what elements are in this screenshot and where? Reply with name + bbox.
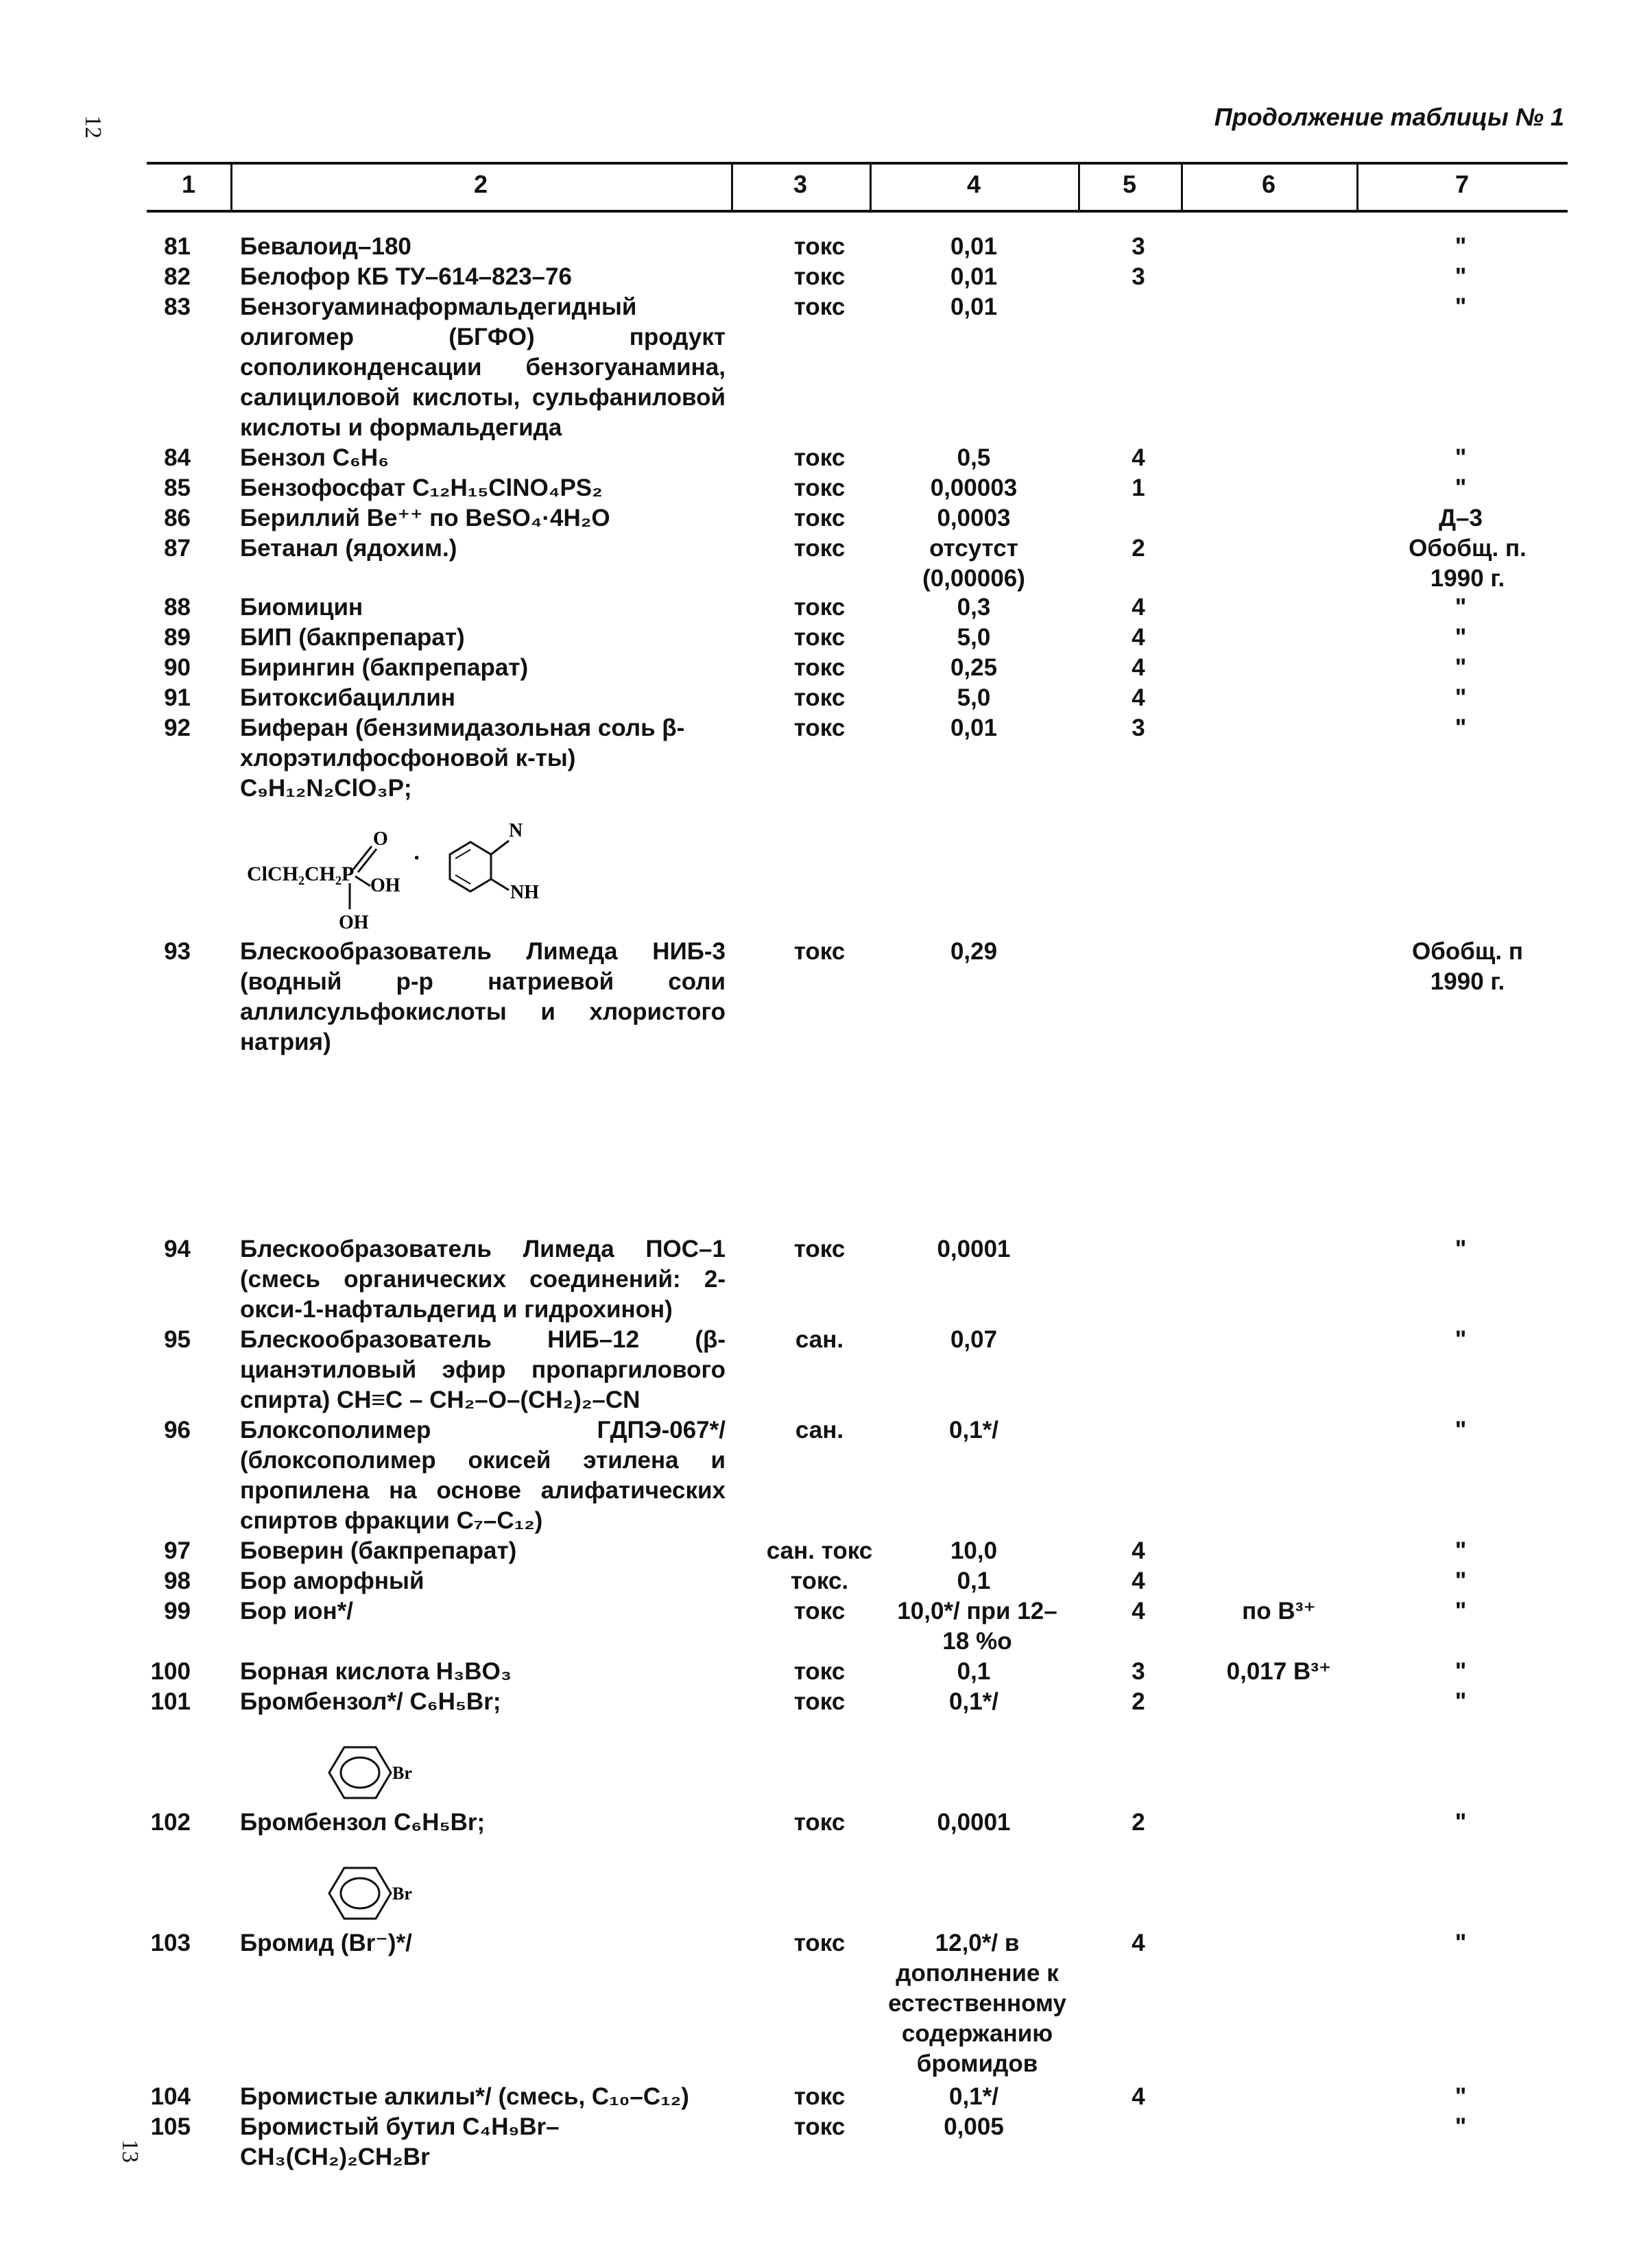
hazard-indicator: сан.	[795, 1326, 844, 1353]
header-col-5: 5	[1122, 170, 1137, 198]
concentration-value: отсутст (0,00006)	[922, 535, 1025, 592]
concentration-value: 12,0*/ в дополнение к естественному содержанию бромидов	[888, 1930, 1066, 2077]
row-number: 84	[164, 444, 191, 471]
hazard-indicator: токс	[793, 1688, 846, 1715]
hazard-class: 4	[1132, 684, 1145, 711]
col6-value: по B³⁺	[1242, 1598, 1316, 1624]
substance-name: Блескообразователь Лимеда ПОС–1 (смесь органических соединений: 2-окси-1-нафтальдегид и гидрохинон)	[240, 1236, 726, 1323]
hazard-indicator: токс	[793, 2083, 846, 2110]
benzene-ring	[329, 1747, 391, 1798]
row-number: 88	[164, 594, 191, 621]
hazard-class: 1	[1132, 475, 1145, 501]
substance-name: Бензофосфат C₁₂H₁₅ClNO₄PS₂	[240, 475, 603, 501]
concentration-value: 0,1*/	[949, 1417, 998, 1443]
ditto-mark: "	[1455, 1688, 1467, 1715]
hazard-class: 3	[1132, 715, 1145, 741]
structure-label: N	[509, 820, 523, 841]
row-number: 91	[164, 684, 191, 711]
substance-name: Бевалоид–180	[240, 233, 411, 260]
row-number: 98	[164, 1568, 191, 1594]
substance-name: Битоксибациллин	[240, 684, 456, 711]
concentration-value: 0,00003	[930, 475, 1018, 501]
hazard-indicator: сан.	[795, 1417, 844, 1443]
hazard-indicator: токс	[793, 594, 846, 621]
structure-label: Br	[392, 1884, 412, 1904]
biferan-structure-svg	[247, 813, 576, 937]
hazard-class: 2	[1132, 1688, 1145, 1715]
concentration-value: 0,0001	[937, 1236, 1011, 1262]
row-number: 101	[150, 1688, 191, 1715]
substance-name: Бромид (Br⁻)*/	[240, 1930, 412, 1956]
substance-name: БИП (бакпрепарат)	[240, 624, 465, 651]
structure-label: O	[373, 828, 388, 850]
row-number: 86	[164, 505, 191, 531]
ditto-mark: "	[1455, 1930, 1467, 1956]
aromatic-circle	[341, 1758, 379, 1788]
page-number-bottom: 13	[117, 2139, 143, 2163]
concentration-value: 0,25	[950, 654, 998, 681]
note-value: Д–3	[1439, 505, 1483, 531]
row-number: 96	[164, 1417, 191, 1443]
ditto-mark: "	[1455, 1236, 1467, 1262]
header-col-4: 4	[966, 170, 981, 198]
substance-name: Бромбензол C₆H₅Br;	[240, 1809, 486, 1836]
row-number: 83	[164, 293, 191, 320]
header-col-7: 7	[1455, 170, 1470, 198]
ditto-mark: "	[1455, 715, 1467, 741]
biferan-structure	[247, 813, 576, 940]
ditto-mark: "	[1455, 293, 1467, 320]
substance-name: Бетанал (ядохим.)	[240, 535, 457, 562]
row-number: 82	[164, 263, 191, 290]
ditto-mark: "	[1455, 1417, 1467, 1443]
concentration-value: 0,005	[944, 2113, 1004, 2140]
aromatic-circle	[341, 1878, 379, 1908]
substance-name: Бромбензол*/ C₆H₅Br;	[240, 1688, 501, 1715]
hazard-indicator: токс.	[790, 1568, 849, 1594]
row-number: 94	[164, 1236, 191, 1262]
concentration-value: 0,29	[950, 938, 998, 965]
row-number: 92	[164, 715, 191, 741]
substance-name: Борная кислота H₃BO₃	[240, 1658, 512, 1685]
ditto-mark: "	[1455, 594, 1467, 621]
hazard-indicator: токс	[793, 2113, 846, 2140]
ditto-mark: "	[1455, 2113, 1467, 2140]
row-number: 95	[164, 1326, 191, 1353]
substance-name: Бромистый бутил C₄H₉Br–CH₃(CH₂)₂CH₂Br	[240, 2113, 560, 2170]
hazard-class: 4	[1132, 624, 1145, 651]
ditto-mark: "	[1455, 2083, 1467, 2110]
ditto-mark: "	[1455, 1658, 1467, 1685]
hazard-indicator: токс	[793, 475, 846, 501]
hazard-indicator: токс	[793, 1598, 846, 1624]
structure-label: NH	[510, 882, 539, 903]
hazard-indicator: токс	[793, 684, 846, 711]
substance-name: Бирингин (бакпрепарат)	[240, 654, 529, 681]
concentration-value: 5,0	[957, 624, 991, 651]
row-number: 90	[164, 654, 191, 681]
concentration-value: 5,0	[957, 684, 991, 711]
hazard-indicator: токс	[793, 1809, 846, 1836]
structure-label: OH	[370, 875, 400, 896]
substance-name: Белофор КБ ТУ–614–823–76	[240, 263, 572, 290]
concentration-value: 0,1	[957, 1568, 991, 1594]
concentration-value: 0,0003	[937, 505, 1011, 531]
hazard-class: 4	[1132, 1568, 1145, 1594]
structure-bond	[491, 841, 509, 854]
note-value: Обобщ. п 1990 г.	[1412, 938, 1523, 995]
benzene-ring	[329, 1868, 391, 1919]
substance-name: Биомицин	[240, 594, 363, 621]
ditto-mark: "	[1455, 654, 1467, 681]
hazard-indicator: токс	[793, 444, 846, 471]
ditto-mark: "	[1455, 263, 1467, 290]
concentration-value: 0,01	[950, 715, 998, 741]
header-bottom-rule	[147, 210, 1568, 213]
substance-name: Боверин (бакпрепарат)	[240, 1537, 517, 1564]
hazard-indicator: токс	[793, 715, 846, 741]
substance-name: Блескообразователь Лимеда НИБ-3 (водный р-р натриевой соли аллилсульфокислоты и хлористого натрия)	[240, 938, 726, 1055]
substance-name: Бор аморфный	[240, 1568, 424, 1594]
row-number: 97	[164, 1537, 191, 1564]
hazard-class: 4	[1132, 1537, 1145, 1564]
hazard-indicator: токс	[793, 505, 846, 531]
substance-name: Блескообразователь НИБ–12 (β-цианэтиловый эфир пропаргилового спирта) CH≡C – CH₂–O–(CH₂)₂–CN	[240, 1326, 726, 1413]
hazard-indicator: токс	[793, 1658, 846, 1685]
hazard-indicator: токс	[793, 1930, 846, 1956]
ditto-mark: "	[1455, 1568, 1467, 1594]
hazard-indicator: токс	[793, 624, 846, 651]
ditto-mark: "	[1455, 1537, 1467, 1564]
concentration-value: 0,01	[950, 233, 998, 260]
concentration-value: 0,3	[957, 594, 991, 621]
hazard-class: 4	[1132, 1598, 1145, 1624]
substance-name: Биферан (бензимидазольная соль β-хлорэтилфосфоновой к-ты) C₉H₁₂N₂ClO₃P;	[240, 715, 685, 802]
hazard-indicator: токс	[793, 938, 846, 965]
concentration-value: 0,0001	[937, 1809, 1011, 1836]
row-number: 85	[164, 475, 191, 501]
row-number: 89	[164, 624, 191, 651]
bromobenzene-svg	[315, 1735, 439, 1810]
row-number: 87	[164, 535, 191, 562]
header-col-3: 3	[793, 170, 808, 198]
row-number: 103	[150, 1930, 191, 1956]
concentration-value: 0,1*/	[949, 2083, 998, 2110]
hazard-indicator: сан. токс	[766, 1537, 873, 1564]
hazard-indicator: токс	[793, 263, 846, 290]
concentration-value: 0,01	[950, 263, 998, 290]
concentration-value: 0,1*/	[949, 1688, 998, 1715]
hazard-indicator: токс	[793, 1236, 846, 1262]
substance-name: Бензогуаминаформальдегидный олигомер (БГФО) продукт сополиконденсации бензогуанамина, салициловой кислоты, сульфаниловой кислоты и формальдегида	[240, 293, 726, 441]
hazard-class: 4	[1132, 594, 1145, 621]
concentration-value: 0,07	[950, 1326, 998, 1353]
hazard-class: 3	[1132, 263, 1145, 290]
hazard-indicator: токс	[793, 535, 846, 562]
hazard-class: 4	[1132, 2083, 1145, 2110]
structure-label: Br	[392, 1763, 412, 1783]
ditto-mark: "	[1455, 475, 1467, 501]
hazard-class: 4	[1132, 444, 1145, 471]
hazard-indicator: токс	[793, 233, 846, 260]
structure-label: ClCH₂CH₂P	[247, 863, 355, 885]
row-number: 99	[164, 1598, 191, 1624]
hazard-class: 4	[1132, 1930, 1145, 1956]
header-top-rule	[147, 162, 1568, 165]
ditto-mark: "	[1455, 1598, 1467, 1624]
substance-name: Бромистые алкилы*/ (смесь, C₁₀–C₁₂)	[240, 2083, 689, 2110]
concentration-value: 10,0*/ при 12–18 %о	[897, 1598, 1057, 1655]
hazard-class: 2	[1132, 1809, 1145, 1836]
row-number: 105	[150, 2113, 191, 2140]
substance-name: Бензол C₆H₆	[240, 444, 390, 471]
col6-value: 0,017 B³⁺	[1226, 1658, 1332, 1685]
header-col-2: 2	[473, 170, 488, 198]
concentration-value: 0,5	[957, 444, 991, 471]
header-col-6: 6	[1261, 170, 1276, 198]
benzene-ring	[450, 842, 491, 891]
row-number: 93	[164, 938, 191, 965]
ditto-mark: "	[1455, 684, 1467, 711]
bromobenzene-structure	[315, 1735, 439, 1814]
page-number-top: 12	[80, 115, 106, 139]
row-number: 81	[164, 233, 191, 260]
hazard-indicator: токс	[793, 293, 846, 320]
ditto-mark: "	[1455, 233, 1467, 260]
hazard-class: 3	[1132, 1658, 1145, 1685]
ditto-mark: "	[1455, 624, 1467, 651]
bromobenzene-svg	[315, 1856, 439, 1931]
structure-label: ·	[413, 845, 421, 871]
hazard-indicator: токс	[793, 654, 846, 681]
substance-name: Блоксополимер ГДПЭ-067*/ (блоксополимер окисей этилена и пропилена на основе алифатических спиртов фракции C₇–C₁₂)	[240, 1417, 726, 1534]
concentration-value: 0,01	[950, 293, 998, 320]
header-col-1: 1	[181, 170, 196, 198]
hazard-class: 4	[1132, 654, 1145, 681]
bromobenzene-structure	[315, 1856, 439, 1934]
substance-name: Бериллий Be⁺⁺ по BeSO₄·4H₂O	[240, 505, 610, 531]
concentration-value: 10,0	[950, 1537, 998, 1564]
continuation-title: Продолжение таблицы № 1	[1214, 103, 1564, 131]
structure-label: OH	[339, 912, 369, 933]
ditto-mark: "	[1455, 1326, 1467, 1353]
row-number: 100	[150, 1658, 191, 1685]
row-number: 102	[150, 1809, 191, 1836]
hazard-class: 3	[1132, 233, 1145, 260]
substance-name: Бор ион*/	[240, 1598, 354, 1624]
hazard-class: 2	[1132, 535, 1145, 562]
structure-bond	[355, 876, 370, 886]
ditto-mark: "	[1455, 1809, 1467, 1836]
ditto-mark: "	[1455, 444, 1467, 471]
structure-bond	[491, 879, 509, 890]
row-number: 104	[150, 2083, 191, 2110]
concentration-value: 0,1	[957, 1658, 991, 1685]
note-value: Обобщ. п. 1990 г.	[1409, 535, 1527, 592]
